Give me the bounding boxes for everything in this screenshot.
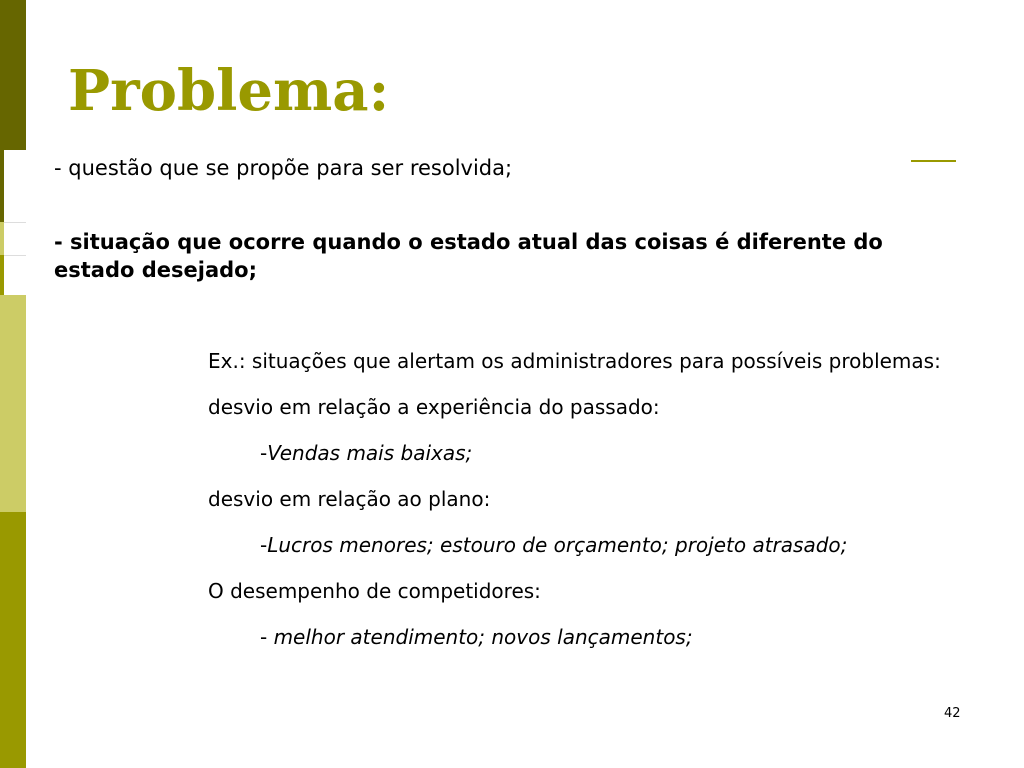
accent-line: [911, 160, 956, 162]
example-heading: desvio em relação ao plano:: [208, 487, 491, 511]
side-bar-olive: [0, 512, 26, 768]
slide-title: Problema:: [68, 58, 390, 124]
side-bar-segment: [0, 255, 4, 295]
side-bar-divider: [4, 255, 26, 256]
example-block: [208, 346, 968, 652]
example-intro: Ex.: situações que alertam os administradores para possíveis problemas:: [208, 349, 941, 373]
side-bar-divider: [4, 222, 26, 223]
bullet-definition: - questão que se propõe para ser resolvida;: [54, 156, 513, 180]
example-heading: desvio em relação a experiência do passado:: [208, 395, 660, 419]
example-detail: [208, 438, 968, 468]
detail-text: Vendas mais baixas;: [267, 441, 473, 465]
side-bar-segment: [0, 222, 4, 255]
bullet-situation: - situação que ocorre quando o estado atual das coisas é diferente do estado desejado;: [54, 230, 883, 282]
side-bar-dark: [0, 0, 26, 150]
side-bar-light: [0, 295, 26, 512]
detail-dash: -: [260, 441, 268, 465]
example-heading: O desempenho de competidores:: [208, 579, 541, 603]
detail-text: Lucros menores; estouro de orçamento; projeto atrasado;: [267, 533, 848, 557]
detail-text: melhor atendimento; novos lançamentos;: [273, 625, 693, 649]
example-detail: [208, 530, 968, 560]
page-number: 42: [944, 706, 961, 721]
detail-dash: -: [260, 533, 268, 557]
side-bar-segment: [0, 150, 4, 222]
detail-dash: -: [260, 625, 274, 649]
example-detail: [208, 622, 968, 652]
